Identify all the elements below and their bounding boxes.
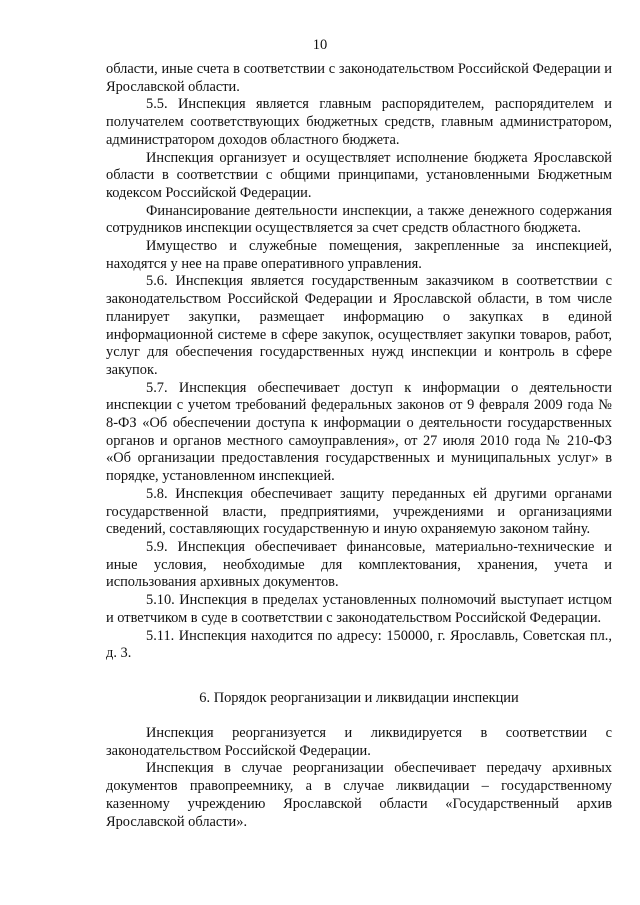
- paragraph-5-6: 5.6. Инспекция является государственным заказчиком в соответствии с законодательством Российской Федерации и Ярославской области, в том числе планирует закупки, размещает информацию о закупках в единой информационной системе в сфере закупок, осуществляет закупки товаров, работ, услуг для обеспечения государственных нужд инспекции и контроль в сфере закупок.: [106, 273, 612, 378]
- paragraph-5-11: 5.11. Инспекция находится по адресу: 150000, г. Ярославль, Советская пл., д. 3.: [106, 627, 612, 662]
- section-6-heading: 6. Порядок реорганизации и ликвидации инспекции: [199, 690, 519, 706]
- paragraph-5-7: 5.7. Инспекция обеспечивает доступ к информации о деятельности инспекции с учетом требований федеральных законов от 9 февраля 2009 года № 8-ФЗ «Об обеспечении доступа к информации о деятельности государственных органов и органов местного самоуправления», от 27 июля 2010 года № 210-ФЗ «Об организации предоставления государственных и муниципальных услуг» в порядке, установленном инспекцией.: [106, 379, 612, 485]
- paragraph-property: Имущество и служебные помещения, закрепленные за инспекцией, находятся у нее на праве оперативного управления.: [106, 238, 612, 272]
- paragraph-reorganization: Инспекция реорганизуется и ликвидируется в соответствии с законодательством Российской Федерации.: [106, 725, 612, 759]
- paragraph-financing: Финансирование деятельности инспекции, а также денежного содержания сотрудников инспекции осуществляется за счет средств областного бюджета.: [106, 202, 612, 237]
- paragraph-archive-transfer: Инспекция в случае реорганизации обеспечивает передачу архивных документов правопреемнику, а в случае ликвидации – государственному казенному учреждению Ярославской области «Государственный архив Ярославской области».: [106, 760, 612, 830]
- paragraph-5-10: 5.10. Инспекция в пределах установленных полномочий выступает истцом и ответчиком в суде в соответствии с законодательством Российской Федерации.: [106, 592, 612, 626]
- paragraph-5-9: 5.9. Инспекция обеспечивает финансовые, материально-технические и иные условия, необходимые для комплектования, хранения, учета и использования архивных документов.: [106, 538, 612, 591]
- paragraph-5-8: 5.8. Инспекция обеспечивает защиту переданных ей другими органами государственной власти, предприятиями, учреждениями и организациями сведений, составляющих государственную и иную охраняемую законом тайну.: [106, 485, 612, 538]
- paragraph-continuation: области, иные счета в соответствии с законодательством Российской Федерации и Ярославской области.: [106, 61, 612, 95]
- page-number: 10: [312, 37, 328, 53]
- paragraph-budget-execution: Инспекция организует и осуществляет исполнение бюджета Ярославской области в соответствии с общими принципами, установленными Бюджетным кодексом Российской Федерации.: [106, 149, 612, 201]
- section-6-text: [106, 725, 612, 831]
- paragraph-5-5: 5.5. Инспекция является главным распорядителем, распорядителем и получателем соответствующих бюджетных средств, главным администратором, администратором доходов областного бюджета.: [106, 96, 612, 148]
- body-text: [106, 61, 612, 663]
